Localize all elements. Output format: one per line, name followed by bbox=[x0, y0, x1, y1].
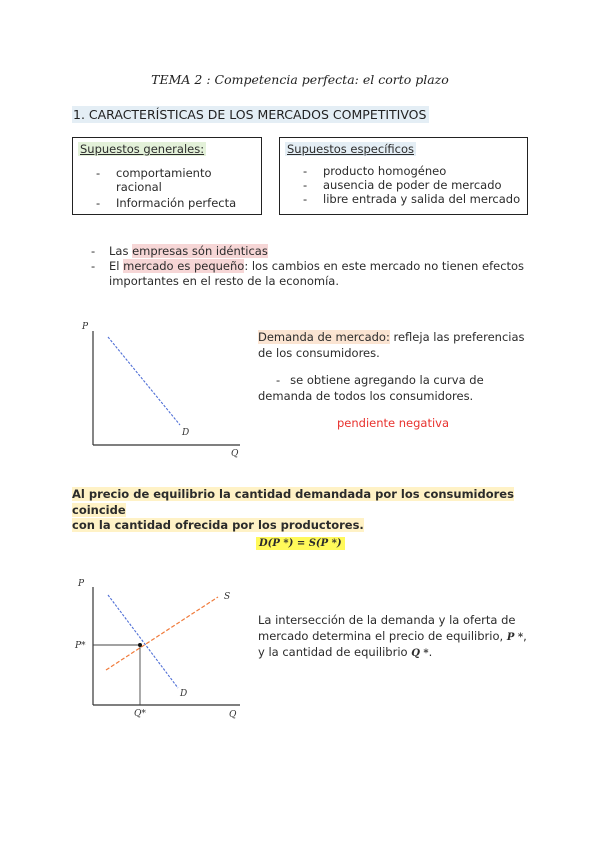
list-item: - libre entrada y salida del mercado bbox=[303, 192, 522, 206]
bullet-small-market bbox=[91, 259, 539, 289]
demand-desc-rest: refleja las preferencias bbox=[389, 330, 525, 344]
bullet-dash: - bbox=[276, 373, 281, 387]
equilibrium-equation bbox=[256, 531, 345, 550]
eq-chart-y-label: P bbox=[78, 579, 85, 589]
slope-note: pendiente negativa bbox=[337, 416, 450, 430]
general-assumptions-box bbox=[72, 137, 262, 215]
demand-sub-line2: demanda de todos los consumidores. bbox=[258, 388, 474, 403]
equation-text: D(P *) = S(P *) bbox=[256, 537, 345, 550]
equilibrium-statement-line2: con la cantidad ofrecida por los productores. bbox=[72, 518, 364, 532]
eq-desc-line2-suffix: , bbox=[523, 628, 527, 643]
equilibrium-point bbox=[138, 643, 142, 647]
demand-chart-x-label: Q bbox=[231, 449, 239, 459]
eq-desc-line3-suffix: . bbox=[428, 645, 433, 659]
demand-curve bbox=[108, 337, 180, 425]
section-heading: 1. CARACTERÍSTICAS DE LOS MERCADOS COMPETITIVOS bbox=[72, 106, 429, 123]
list-item: - producto homogéneo bbox=[303, 164, 522, 178]
p-star-symbol: P * bbox=[506, 631, 524, 643]
demand-label: Demanda de mercado: bbox=[258, 330, 390, 344]
q-star-label: Q* bbox=[134, 709, 146, 719]
demand-curve-label: D bbox=[182, 428, 190, 438]
specific-assumptions-header: Supuestos específicos bbox=[287, 142, 414, 156]
equilibrium-description bbox=[258, 613, 533, 662]
demand-description bbox=[258, 330, 538, 361]
supply-curve-label: S bbox=[224, 592, 231, 602]
eq-chart-x-label: Q bbox=[229, 710, 237, 720]
eq-desc-line3-prefix: y la cantidad de equilibrio bbox=[258, 645, 412, 659]
bullet-identical-firms bbox=[91, 244, 268, 259]
specific-assumptions-box bbox=[279, 137, 528, 215]
demand-curve-label: D bbox=[180, 689, 188, 699]
equilibrium-chart bbox=[70, 575, 250, 725]
demand-sub-point bbox=[258, 373, 538, 404]
eq-desc-line1: La intersección de la demanda y la oferta de bbox=[258, 613, 516, 627]
demand-chart bbox=[70, 315, 250, 460]
demand-desc-line2: de los consumidores. bbox=[258, 345, 380, 360]
specific-assumptions-list bbox=[303, 164, 522, 206]
bullet-dash: - bbox=[91, 259, 96, 273]
bullet-prefix: El bbox=[109, 259, 124, 273]
bullet-line2: importantes en el resto de la economía. bbox=[109, 274, 340, 288]
equilibrium-statement bbox=[72, 487, 542, 534]
supply-curve bbox=[106, 597, 218, 670]
eq-desc-line2-prefix: mercado determina el precio de equilibrio, bbox=[258, 628, 507, 643]
p-star-label: P* bbox=[75, 641, 86, 651]
bullet-highlight: empresas són idénticas bbox=[132, 244, 268, 258]
list-item: - comportamiento racional bbox=[96, 166, 246, 194]
bullet-prefix: Las bbox=[109, 244, 133, 258]
demand-chart-y-label: P bbox=[82, 322, 89, 332]
general-assumptions-list bbox=[96, 166, 246, 210]
bullet-highlight: mercado es pequeño bbox=[123, 259, 245, 273]
demand-sub-line1: se obtiene agregando la curva de bbox=[290, 373, 484, 387]
list-item: - ausencia de poder de mercado bbox=[303, 178, 522, 192]
bullet-dash: - bbox=[91, 244, 96, 258]
list-item: - Información perfecta bbox=[96, 196, 246, 210]
demand-curve bbox=[108, 595, 178, 688]
bullet-rest: : los cambios en este mercado no tienen efectos bbox=[244, 259, 525, 273]
equilibrium-statement-line1: Al precio de equilibrio la cantidad demandada por los consumidores coincide bbox=[72, 487, 514, 517]
q-star-symbol: Q * bbox=[411, 648, 429, 659]
page-title: TEMA 2 : Competencia perfecta: el corto plazo bbox=[151, 72, 449, 87]
general-assumptions-header: Supuestos generales: bbox=[80, 142, 205, 156]
